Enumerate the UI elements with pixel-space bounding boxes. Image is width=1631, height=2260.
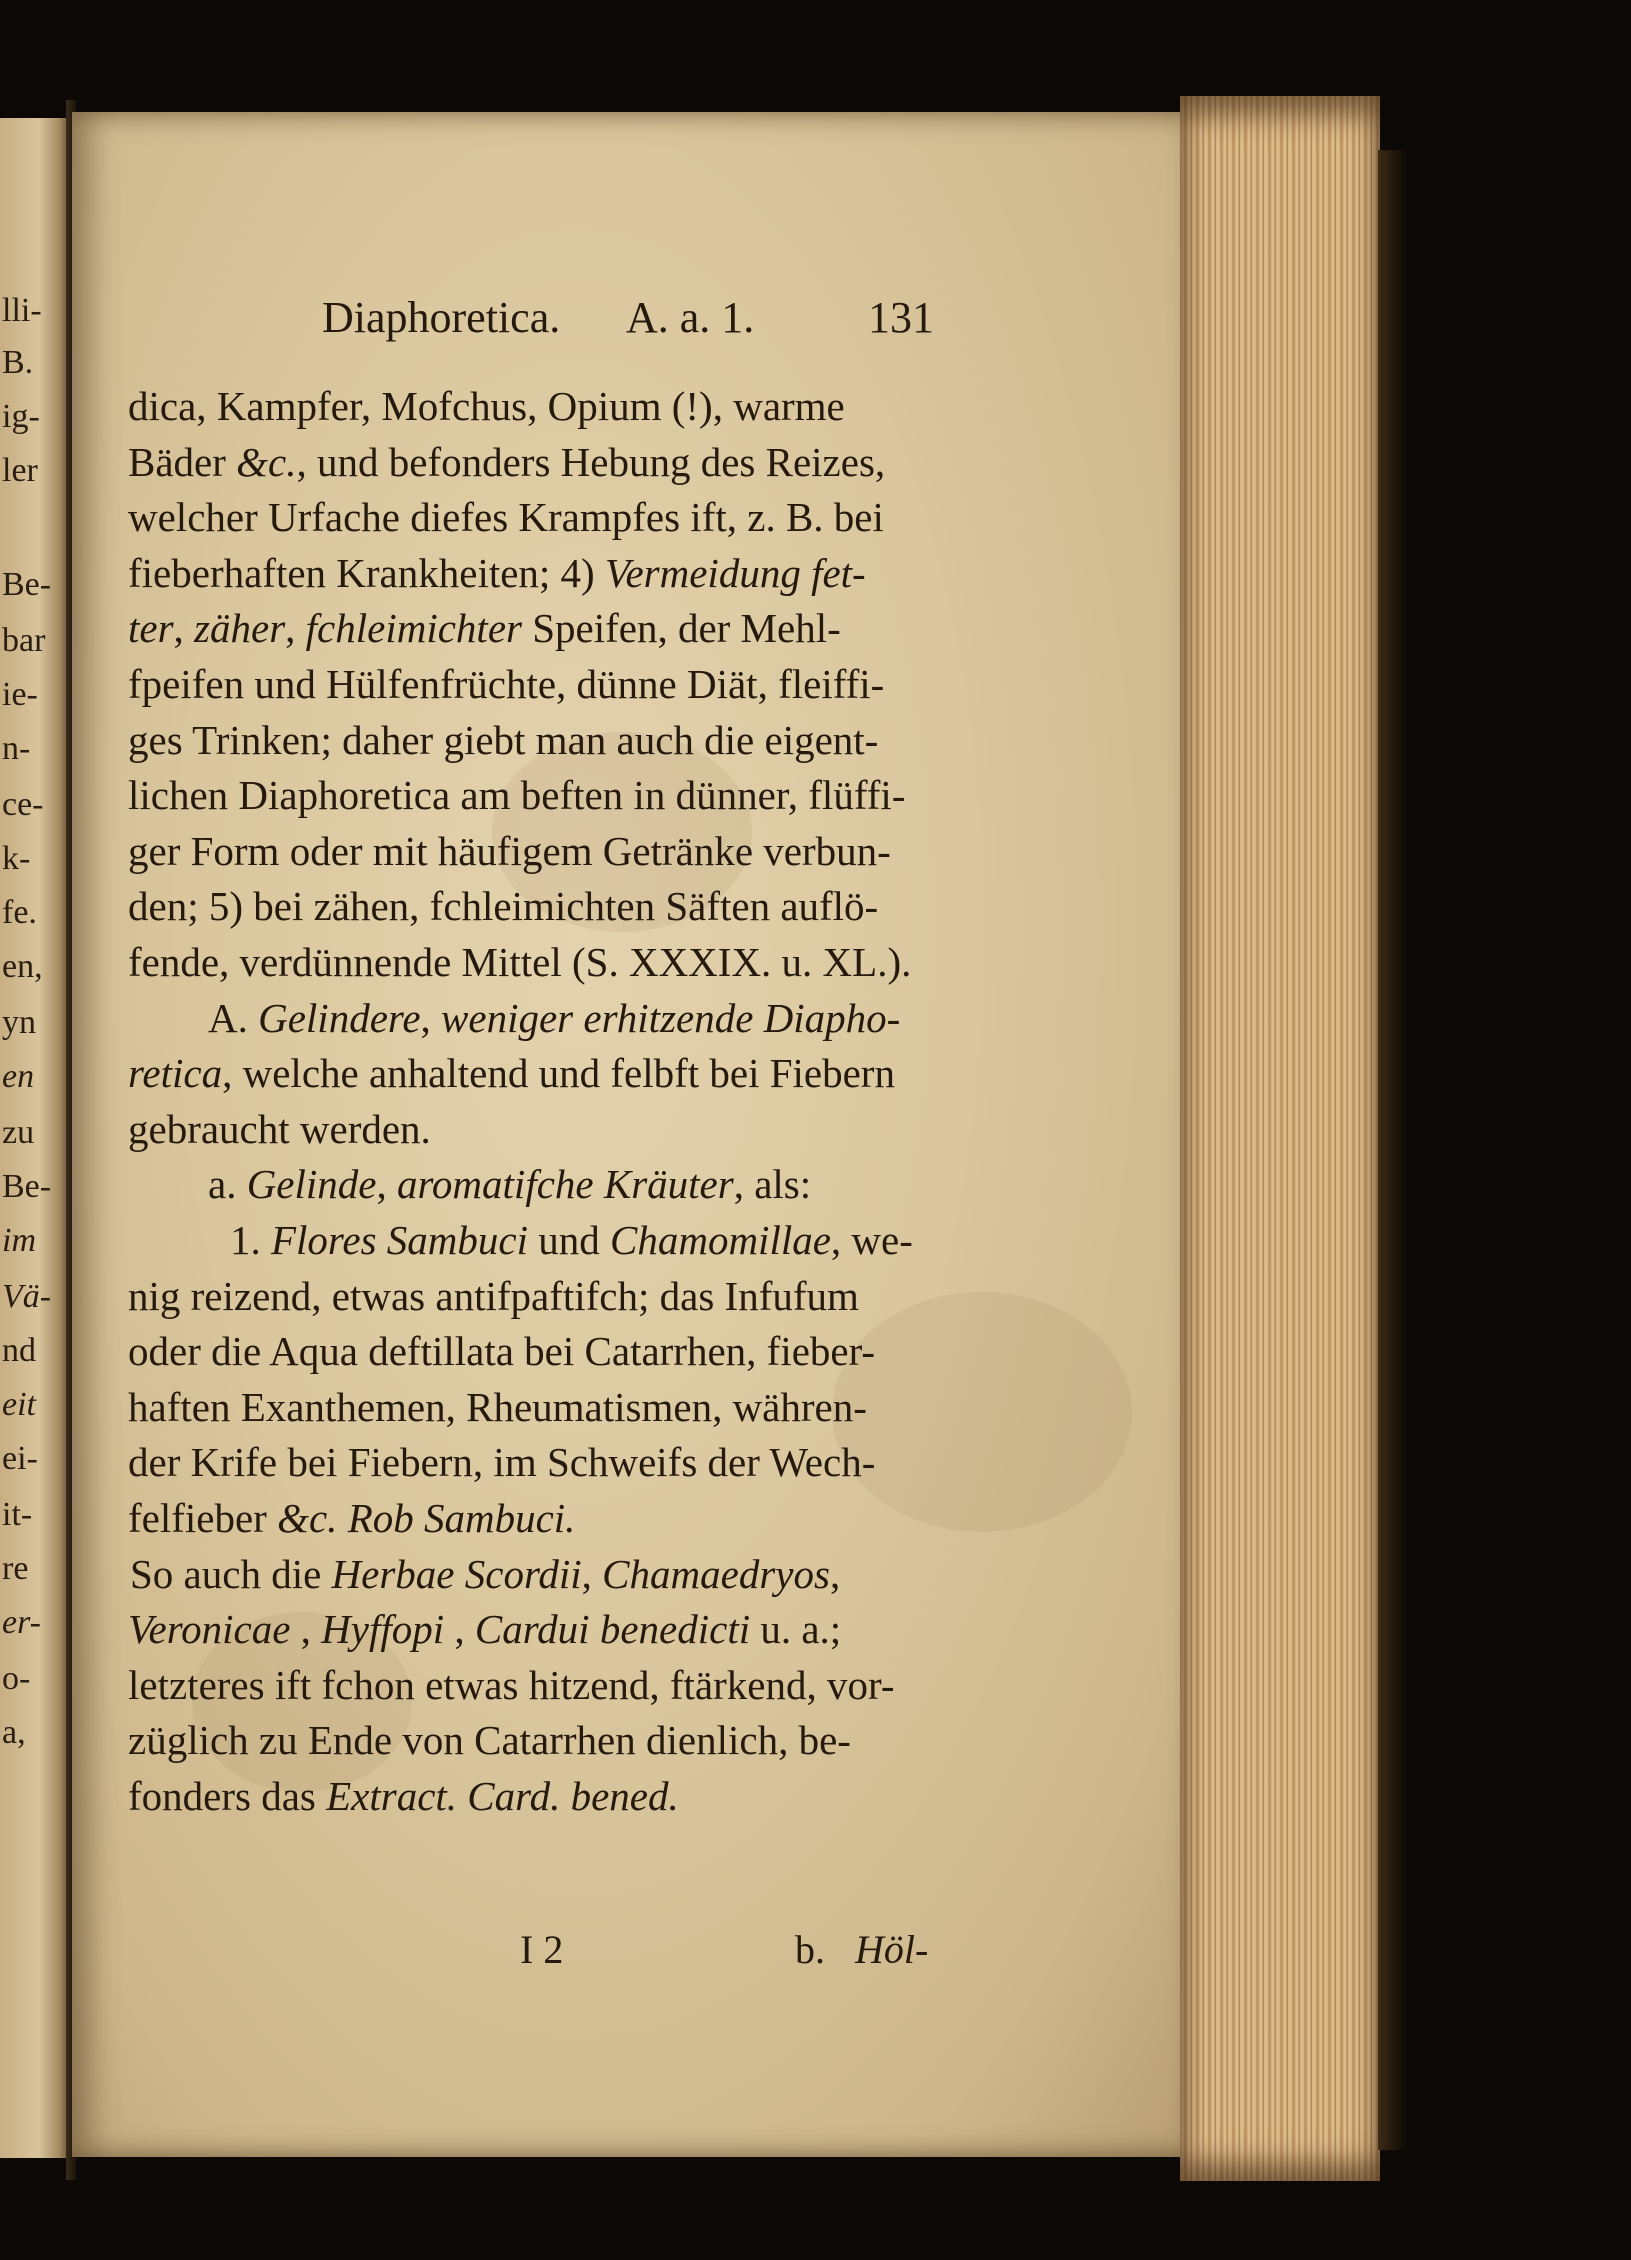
text-line: [128, 550, 866, 596]
left-page-fragment: ce-: [2, 786, 44, 823]
text-run: züglich zu Ende von Catarrhen dienlich, be-: [128, 1717, 851, 1763]
text-run: ,: [290, 1606, 322, 1652]
left-page-fragment: Be-: [2, 566, 52, 603]
text-line: [128, 439, 886, 485]
text-run: nig reizend, etwas antifpaftifch; das Infufum: [128, 1273, 859, 1319]
left-page-fragment: fe.: [2, 894, 37, 931]
italic-text-run: retica: [128, 1050, 223, 1096]
left-page-fragment: lli-: [2, 292, 42, 329]
text-line: [128, 383, 845, 429]
left-page-fragment: re: [2, 1550, 29, 1587]
text-run: ,: [173, 605, 195, 651]
text-run: und: [527, 1217, 610, 1263]
left-page-fragment: Be-: [2, 1168, 52, 1205]
text-run: , als:: [733, 1161, 812, 1207]
left-page-fragment: B.: [2, 344, 34, 381]
left-page-fragment: er-: [2, 1604, 41, 1641]
italic-text-run: Chamomillae: [609, 1217, 831, 1263]
text-run: oder die Aqua deftillata bei Catarrhen, fieber-: [128, 1328, 876, 1374]
section-marker: A. a. 1.: [626, 293, 755, 342]
text-run: Bäder: [128, 439, 237, 485]
text-run: fpeifen und Hülfenfrüchte, dünne Diät, fleiffi-: [128, 661, 885, 707]
text-run: , welche anhaltend und felbft bei Fiebern: [222, 1050, 895, 1096]
text-line: [128, 1384, 867, 1430]
left-page-fragment: bar: [2, 622, 46, 659]
italic-text-run: aromatifche Kräuter: [397, 1161, 734, 1207]
text-run: 1.: [230, 1217, 271, 1263]
italic-text-run: Cardui benedicti: [474, 1606, 751, 1652]
italic-text-run: Rob Sambuci.: [347, 1495, 576, 1541]
italic-text-run: zäher: [194, 605, 286, 651]
text-run: den; 5) bei zähen, fchleimichten Säften auflö-: [128, 883, 879, 929]
text-run: welcher Urfache diefes Krampfes ift, z. B. bei: [128, 494, 884, 540]
text-run: A.: [208, 995, 259, 1041]
text-run: [337, 1495, 347, 1541]
text-run: ges Trinken; daher giebt man auch die eigent-: [128, 717, 879, 763]
text-run: dica, Kampfer, Mofchus, Opium (!), warme: [128, 383, 845, 429]
italic-text-run: fchleimichter: [305, 605, 522, 651]
text-run: ,: [285, 605, 306, 651]
italic-text-run: Vermeidung fet-: [604, 550, 866, 596]
text-line: [128, 717, 879, 763]
signature-mark: I 2: [520, 1927, 564, 1972]
left-page-fragment: ie-: [2, 676, 38, 713]
text-line: [128, 1662, 895, 1708]
text-line: [208, 1161, 812, 1207]
text-run: lichen Diaphoretica am beften in dünner, flüffi-: [128, 772, 906, 818]
text-line: [128, 661, 885, 707]
page-number: 131: [868, 293, 934, 342]
running-title: Diaphoretica.: [322, 293, 561, 342]
text-run: ,: [581, 1551, 603, 1597]
text-run: a.: [208, 1161, 247, 1207]
italic-text-run: Extract. Card. bened.: [326, 1773, 679, 1819]
text-run: gebraucht werden.: [128, 1106, 431, 1152]
left-page-fragment: o-: [2, 1660, 31, 1697]
left-page-fragment: k-: [2, 840, 31, 877]
text-run: felfieber: [128, 1495, 278, 1541]
italic-text-run: weniger erhitzende Diapho-: [441, 995, 901, 1041]
left-page-fragment: ler: [2, 452, 38, 489]
left-page-fragment: eit: [2, 1386, 36, 1423]
text-run: Speifen, der Mehl-: [521, 605, 841, 651]
italic-text-run: Herbae Scordii: [331, 1551, 582, 1597]
text-line: [128, 605, 841, 651]
left-page-fragment: ig-: [2, 398, 40, 435]
text-line: [128, 772, 906, 818]
text-line: [208, 995, 901, 1041]
left-page-fragment: n-: [2, 730, 31, 767]
text-line: [230, 1217, 913, 1263]
text-run: ,: [829, 1551, 841, 1597]
italic-text-run: Flores Sambuci: [271, 1217, 528, 1263]
italic-text-run: Hyffopi: [321, 1606, 445, 1652]
catchword-label: b.: [795, 1927, 825, 1972]
italic-text-run: Gelindere: [258, 995, 421, 1041]
left-page-fragment: zu: [2, 1114, 35, 1151]
left-page-fragment: nd: [2, 1332, 36, 1369]
left-page-fragment: en: [2, 1058, 35, 1095]
catchword: Höl-: [855, 1927, 929, 1972]
text-run: letzteres ift fchon etwas hitzend, ftärkend, vor-: [128, 1662, 895, 1708]
left-page-fragment: it-: [2, 1496, 33, 1533]
text-line: [128, 1439, 876, 1485]
left-page-fragment: ei-: [2, 1440, 38, 1477]
text-line: [128, 1328, 876, 1374]
text-run: fieberhaften Krankheiten; 4): [128, 550, 605, 596]
text-run: So auch die: [130, 1551, 332, 1597]
text-run: ,: [376, 1161, 397, 1207]
italic-text-run: &c.: [277, 1495, 338, 1541]
text-line: [130, 1551, 841, 1597]
left-page-fragment: yn: [2, 1004, 36, 1041]
italic-text-run: &c.: [236, 439, 297, 485]
text-run: ger Form oder mit häufigem Getränke verbun-: [128, 828, 891, 874]
text-line: [128, 883, 879, 929]
text-run: , we-: [830, 1217, 913, 1263]
italic-text-run: ter: [128, 605, 174, 651]
left-page-fragment: en,: [2, 948, 43, 985]
text-line: [128, 1050, 895, 1096]
text-line: [128, 494, 884, 540]
text-run: fonders das: [128, 1773, 327, 1819]
text-run: der Krife bei Fiebern, im Schweifs der Wech-: [128, 1439, 876, 1485]
text-run: fende, verdünnende Mittel (S. XXXIX. u. XL.).: [128, 939, 912, 985]
left-page-fragment: a,: [2, 1714, 26, 1751]
text-run: haften Exanthemen, Rheumatismen, währen-: [128, 1384, 867, 1430]
text-line: [128, 1106, 431, 1152]
left-page-fragment: im: [2, 1222, 36, 1259]
text-line: [128, 1273, 859, 1319]
text-run: , und befonders Hebung des Reizes,: [296, 439, 886, 485]
text-run: ,: [444, 1606, 475, 1652]
text-line: [128, 1606, 842, 1652]
text-line: [128, 1773, 679, 1819]
left-page-fragment: Vä-: [2, 1278, 52, 1315]
italic-text-run: Gelinde: [246, 1161, 377, 1207]
text-run: ,: [420, 995, 442, 1041]
text-line: [128, 1717, 851, 1763]
italic-text-run: Chamaedryos: [602, 1551, 830, 1597]
text-run: u. a.;: [750, 1606, 842, 1652]
text-line: [128, 939, 912, 985]
text-line: [128, 1495, 576, 1541]
italic-text-run: Veronicae: [128, 1606, 291, 1652]
text-line: [128, 828, 891, 874]
